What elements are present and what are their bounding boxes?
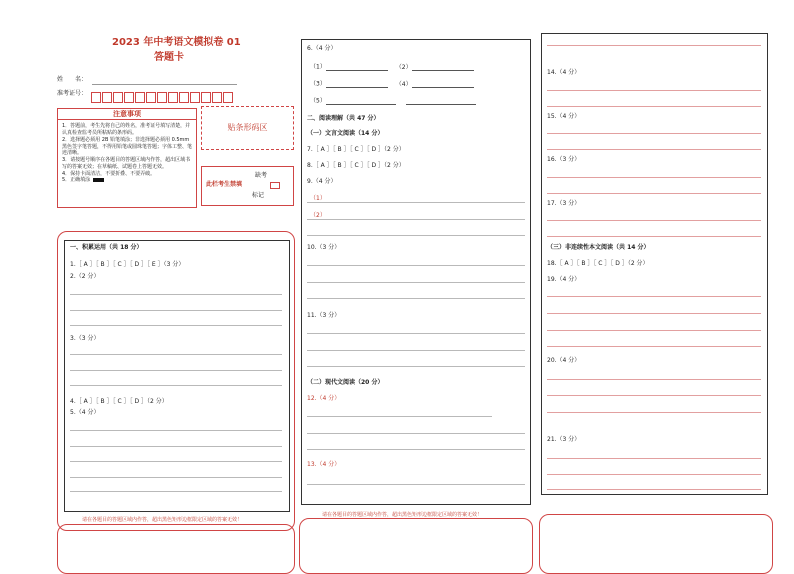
- q16-label: 16.（3 分）: [547, 156, 581, 163]
- q1-choices[interactable]: 1.［ A ］［ B ］［ C ］［ D ］［ E ］（3 分）: [70, 261, 185, 268]
- blank-5b-field[interactable]: [406, 97, 476, 105]
- blank-4-label: （4）: [395, 80, 412, 88]
- q18-choices[interactable]: 18.［ A ］［ B ］［ C ］［ D ］（2 分）: [547, 260, 649, 267]
- absent-mark-top: 缺考: [255, 172, 268, 179]
- blank-2-label: （2）: [395, 63, 412, 71]
- next-frame-col3: [539, 514, 773, 574]
- notice-item-text: 5．正确填涂: [62, 177, 91, 184]
- absent-box: [201, 166, 294, 206]
- q13-label: 13.（4 分）: [307, 461, 341, 468]
- q6-label: 6.（4 分）: [307, 45, 337, 52]
- filled-bubble-icon: [93, 178, 104, 182]
- q15-label: 15.（4 分）: [547, 113, 581, 120]
- sub2-title: （二）现代文阅读（20 分）: [307, 379, 384, 386]
- name-label: 姓 名：: [57, 76, 88, 83]
- notice-box: [57, 108, 197, 208]
- section1-title: 一、积累运用（共 18 分）: [70, 244, 143, 251]
- q9-label: 9.（4 分）: [307, 178, 337, 185]
- ticket-number-cells[interactable]: [91, 88, 234, 107]
- q4-choices[interactable]: 4.［ A ］［ B ］［ C ］［ D ］（2 分）: [70, 398, 168, 405]
- blank-3-field[interactable]: [326, 80, 388, 88]
- page-title: 2023 年中考语文模拟卷 01: [112, 37, 241, 48]
- section2-title: 二、阅读理解（共 47 分）: [307, 115, 380, 122]
- ticket-label: 准考证号：: [57, 90, 88, 97]
- blank-4-field[interactable]: [412, 80, 474, 88]
- sub3-title: （三）非连续性本文阅读（共 14 分）: [547, 244, 650, 251]
- q3-label: 3.（3 分）: [70, 335, 100, 342]
- q12-label: 12.（4 分）: [307, 395, 341, 402]
- warning-text-col2: 请在各题目的答题区域内作答，超出黑色矩形边框限定区域的答案无效！: [322, 512, 483, 518]
- notice-item: [62, 177, 192, 184]
- notice-item: 3．请按题号顺序在各题目的答题区域内作答，超出区域书写的答案无效；在草稿纸、试题卷上答题无效。: [62, 157, 191, 170]
- q5-label: 5.（4 分）: [70, 409, 100, 416]
- absent-label: 此栏考生禁填: [206, 181, 243, 188]
- next-frame-col2: [299, 518, 533, 574]
- q8-choices[interactable]: 8.［ A ］［ B ］［ C ］［ D ］（2 分）: [307, 162, 405, 169]
- notice-title: 注意事项: [58, 109, 196, 120]
- notice-item: 2．选择题必须用 2B 铅笔填涂；非选择题必须用 0.5mm 黑色签字笔答题，不得用铅笔或圆珠笔答题；字体工整、笔迹清晰。: [62, 136, 193, 157]
- blank-5-field[interactable]: [326, 97, 396, 105]
- q20-label: 20.（4 分）: [547, 357, 581, 364]
- q9-part1: （1）: [310, 195, 326, 202]
- absent-mark-bottom: 标记: [252, 192, 265, 199]
- name-field[interactable]: [92, 84, 237, 85]
- next-frame-col1: [57, 524, 295, 574]
- q14-label: 14.（4 分）: [547, 69, 581, 76]
- notice-item: 1．答题前，考生先将自己的姓名，准考证号填写清楚，并认真检查监考员所粘贴的条形码。: [62, 123, 191, 137]
- q21-label: 21.（3 分）: [547, 436, 581, 443]
- q6-blank-row: [310, 63, 474, 71]
- barcode-label: 贴条形码区: [227, 123, 268, 132]
- absent-checkbox[interactable]: [270, 182, 280, 189]
- q19-label: 19.（4 分）: [547, 276, 581, 283]
- barcode-area: [201, 106, 294, 150]
- section1-box: [64, 240, 290, 512]
- col2-box: [301, 39, 531, 505]
- q11-label: 11.（3 分）: [307, 312, 341, 319]
- q6-blank-row: [310, 80, 474, 88]
- sub1-title: （一）文言文阅读（14 分）: [307, 130, 384, 137]
- blank-3-label: （3）: [310, 80, 326, 88]
- q7-choices[interactable]: 7.［ A ］［ B ］［ C ］［ D ］（2 分）: [307, 146, 405, 153]
- blank-5-label: （5）: [310, 97, 326, 105]
- q6-blank-row: [310, 97, 476, 105]
- q17-label: 17.（3 分）: [547, 200, 581, 207]
- q2-label: 2.（2 分）: [70, 273, 100, 280]
- warning-text-col1: 请在各题目的答题区域内作答，超出黑色矩形边框限定区域的答案无效！: [82, 517, 243, 523]
- notice-list: [58, 120, 196, 187]
- notice-item: 4．保持卡面清洁，不要折叠、不要弄破。: [62, 170, 156, 177]
- q10-label: 10.（3 分）: [307, 244, 341, 251]
- blank-2-field[interactable]: [412, 63, 474, 71]
- page-subtitle: 答题卡: [154, 52, 184, 63]
- col3-box: [541, 33, 768, 495]
- blank-1-label: （1）: [310, 63, 326, 71]
- blank-1-field[interactable]: [326, 63, 388, 71]
- q9-part2: （2）: [310, 212, 326, 219]
